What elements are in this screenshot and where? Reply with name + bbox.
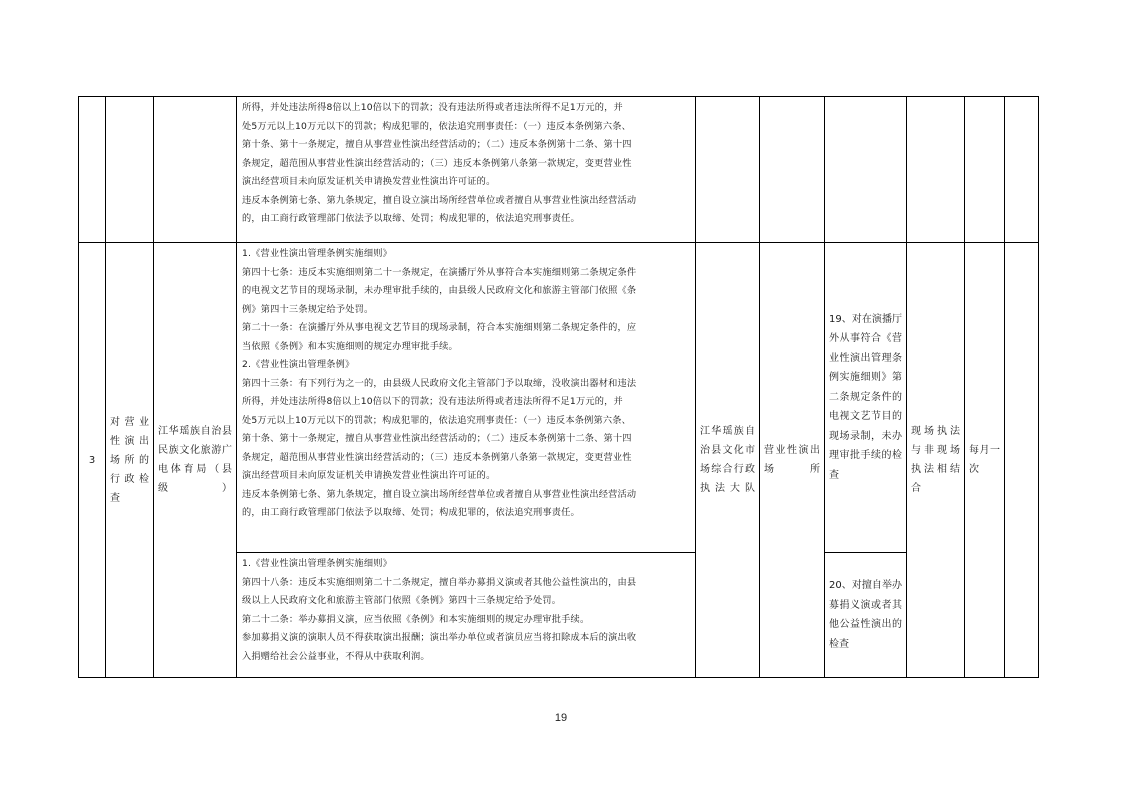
remark-cell	[1005, 243, 1039, 678]
executor: 江华瑶族自治县文化市场综合行政执法大队	[696, 243, 760, 678]
law-text: 违反本条例第七条、第九条规定，擅自设立演出场所经营单位或者擅自从事营业性演出经营活动	[242, 488, 637, 500]
row-number: 3	[79, 243, 106, 678]
page-number: 19	[554, 712, 568, 724]
law-text: 的，由工商行政管理部门依法予以取缔、处罚；构成犯罪的，依法追究刑事责任。	[242, 507, 580, 518]
law-text: 演出经营项目未向原发证机关申请换发营业性演出许可证的。	[242, 176, 496, 187]
law-text: 第二十一条：在演播厅外从事电视文艺节目的现场录制，符合本实施细则第二条规定条件的，应	[242, 322, 637, 333]
law-text: 1.《营业性演出管理条例实施细则》	[242, 558, 392, 569]
law-text: 1.《营业性演出管理条例实施细则》	[242, 248, 392, 259]
check-item: 19、对在演播厅外从事符合《营业性演出管理条例实施细则》第二条规定条件的电视文艺节目的现场录制，未办理审批手续的检查	[825, 243, 907, 553]
law-text: 第十条、第十一条规定，擅自从事营业性演出经营活动的；（二）违反本条例第十二条、第十四	[242, 139, 632, 150]
item-name: 对营业性演出场所的行政检查	[106, 243, 154, 678]
table-row	[79, 97, 1039, 243]
law-text: 演出经营项目未向原发证机关申请换发营业性演出许可证的。	[242, 470, 496, 481]
law-text: 违反本条例第七条、第九条规定，擅自设立演出场所经营单位或者擅自从事营业性演出经营活动	[242, 194, 637, 206]
method-cell	[907, 97, 965, 243]
frequency-cell	[965, 97, 1005, 243]
law-text: 当依照《条例》和本实施细则的规定办理审批手续。	[242, 340, 458, 352]
law-text: 参加募捐义演的演职人员不得获取演出报酬；演出举办单位或者演员应当将扣除成本后的演出收	[242, 632, 637, 643]
law-text: 处5万元以上10万元以下的罚款；构成犯罪的，依法追究刑事责任：（一）违反本条例第六条、	[242, 414, 632, 426]
inspection-table	[78, 96, 1039, 678]
law-basis-cell	[237, 97, 696, 243]
law-text: 入捐赠给社会公益事业，不得从中获取利润。	[242, 650, 430, 662]
executor-cell	[696, 97, 760, 243]
law-text: 第四十三条：有下列行为之一的，由县级人民政府文化主管部门予以取缔，没收演出器材和违法	[242, 377, 637, 389]
item-cell	[825, 97, 907, 243]
law-text: 处5万元以上10万元以下的罚款；构成犯罪的，依法追究刑事责任：（一）违反本条例第六条、	[242, 120, 632, 132]
law-text: 第四十八条：违反本实施细则第二十二条规定，擅自举办募捐义演或者其他公益性演出的，由县	[242, 576, 637, 588]
target: 营业性演出场所	[760, 243, 825, 678]
law-text: 例》第四十三条规定给予处罚。	[242, 303, 374, 315]
law-text: 条规定，超范围从事营业性演出经营活动的；（三）违反本条例第八条第一款规定，变更营业性	[242, 157, 632, 169]
law-text: 2.《营业性演出管理条例》	[242, 359, 355, 370]
law-text: 第四十七条：违反本实施细则第二十一条规定，在演播厅外从事符合本实施细则第二条规定条件	[242, 266, 637, 278]
law-text: 所得，并处违法所得8倍以上10倍以下的罚款；没有违法所得或者违法所得不足1万元的，并	[242, 396, 623, 407]
table-row	[79, 243, 1039, 553]
method: 现场执法与非现场执法相结合	[907, 243, 965, 678]
department: 江华瑶族自治县民族文化旅游广电体育局（县级）	[154, 243, 237, 678]
law-basis-cell	[237, 243, 696, 553]
law-text: 所得，并处违法所得8倍以上10倍以下的罚款；没有违法所得或者违法所得不足1万元的，并	[242, 102, 623, 113]
law-text: 级以上人民政府文化和旅游主管部门依照《条例》第四十三条规定给予处罚。	[242, 595, 562, 606]
remark-cell	[1005, 97, 1039, 243]
law-basis-cell	[237, 553, 696, 678]
target-cell	[760, 97, 825, 243]
law-text: 条规定，超范围从事营业性演出经营活动的；（三）违反本条例第八条第一款规定，变更营业性	[242, 451, 632, 463]
law-text: 的，由工商行政管理部门依法予以取缔、处罚；构成犯罪的，依法追究刑事责任。	[242, 213, 580, 224]
law-text: 的电视文艺节目的现场录制，未办理审批手续的，由县级人民政府文化和旅游主管部门依照《条	[242, 285, 637, 296]
law-text: 第二十二条：举办募捐义演，应当依照《条例》和本实施细则的规定办理审批手续。	[242, 613, 590, 625]
number-cell	[79, 97, 106, 243]
check-item: 20、对擅自举办募捐义演或者其他公益性演出的检查	[825, 553, 907, 678]
frequency: 每月一次	[965, 243, 1005, 678]
law-text: 第十条、第十一条规定，擅自从事营业性演出经营活动的；（二）违反本条例第十二条、第十四	[242, 433, 632, 444]
dept-cell	[154, 97, 237, 243]
name-cell	[106, 97, 154, 243]
